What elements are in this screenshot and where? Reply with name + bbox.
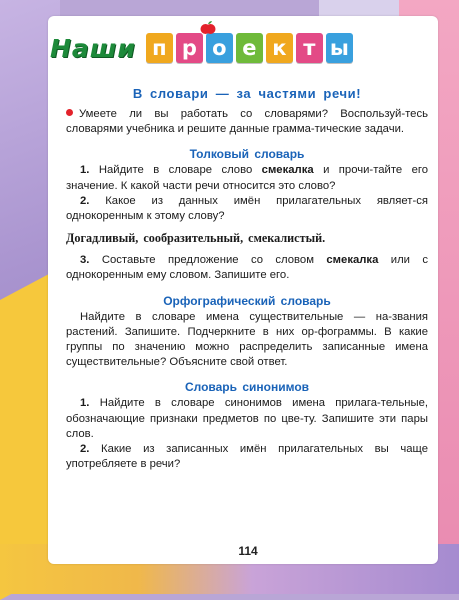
keyword: смекалка [261, 164, 314, 177]
banner-tile: р [176, 33, 203, 63]
banner-tile: к [266, 33, 293, 63]
keyword: смекалка [326, 254, 379, 267]
banner-tile: т [296, 33, 323, 63]
synonym-task-2: 2. Какие из записанных имён прилагательных вы чаще употребляете в речи? [66, 443, 428, 471]
intro-text: Умеете ли вы работать со словарями? Воспользуй-тесь словарями учебника и решите данные грамма-тические задачи. [66, 108, 428, 136]
banner-tiles [146, 33, 353, 63]
bullet-icon [66, 109, 73, 116]
banner-tile: е [236, 33, 263, 63]
banner-tile: ы [326, 33, 353, 63]
section-heading-synonyms: Словарь синонимов [184, 380, 310, 395]
banner-tile: о [206, 33, 233, 63]
page-number-badge [224, 540, 272, 562]
section-heading-spelling: Орфографический словарь [163, 293, 331, 308]
task-2: 2. Какое из данных имён прилагательных являет-ся однокоренным к этому слову? [66, 194, 428, 223]
word-list: Догадливый, сообразительный, смекалистый. [66, 231, 326, 246]
synonym-task-1: 1. Найдите в словаре синонимов имена прилага-тельные, обозначающие признаки предметов по цве-ту. Запишите эти пары слов. [66, 397, 428, 440]
banner-tile: п [146, 33, 173, 63]
task-1: 1. Найдите в словаре слово смекалка и прочи-тайте его значение. К какой части речи относится это слово? [66, 164, 429, 192]
apple-icon [200, 21, 216, 35]
page-number: 114 [238, 544, 258, 558]
intro-paragraph [66, 107, 428, 137]
banner-word: Наши [50, 33, 136, 63]
spelling-task: Найдите в словаре имена существительные — на-звания растений. Запишите. Подчеркните в них ор-фограммы. В какие группы по значению можно распределить записанные имена существительные? Объясните свой ответ. [66, 310, 428, 369]
header-banner [50, 24, 353, 72]
page-title: В словари — за частями речи! [132, 86, 362, 101]
section-heading-explanatory: Толковый словарь [189, 147, 305, 162]
task-3: 3. Составьте предложение со словом смекалка или с однокоренным ему словом. Запишите его. [66, 254, 429, 282]
page-content [66, 86, 428, 472]
